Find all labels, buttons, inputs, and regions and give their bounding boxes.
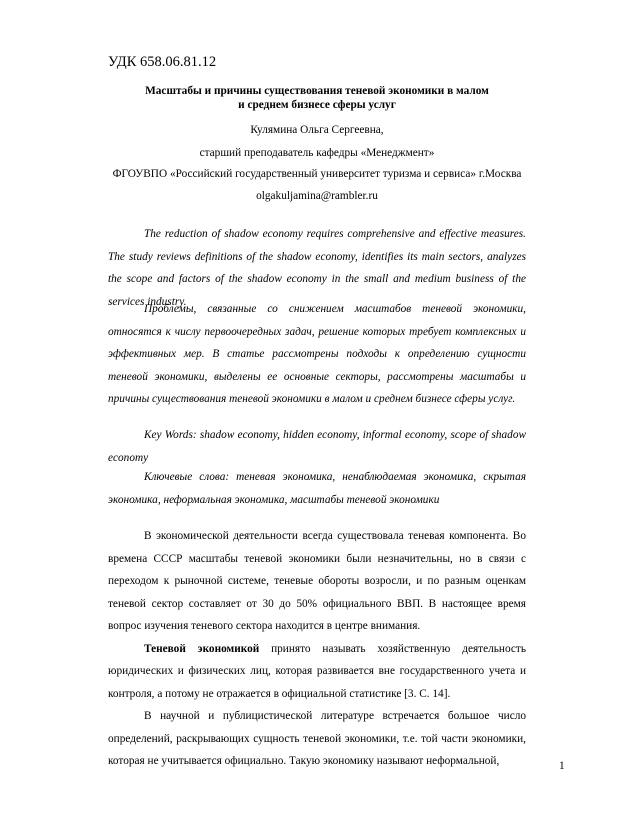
title-line-1: Масштабы и причины существования теневой экономики в малом <box>145 85 489 97</box>
title-line-2: и среднем бизнесе сферы услуг <box>238 99 396 111</box>
body-text <box>108 525 526 773</box>
term-shadow-economy: Теневой экономикой <box>144 642 260 655</box>
page-number: 1 <box>559 760 565 772</box>
body-paragraph-2: Теневой экономикой принято называть хозяйственную деятельность юридических и физических лиц, которая развивается вне государственного учета и контроля, а потому не отражается в официальной статистике [3. С. 14]. <box>108 642 526 700</box>
keywords-russian: Ключевые слова: теневая экономика, ненаблюдаемая экономика, скрытая экономика, неформальная экономика, масштабы теневой экономики <box>108 471 526 506</box>
paper-title <box>108 84 526 112</box>
author-name: Кулямина Ольга Сергеевна, <box>250 124 384 136</box>
author-position: старший преподаватель кафедры «Менеджмент» <box>199 147 435 159</box>
author-affiliation: ФГОУВПО «Российский государственный университет туризма и сервиса» г.Москва <box>112 168 522 180</box>
udc-code: УДК 658.06.81.12 <box>108 54 217 70</box>
keywords-english: Key Words: shadow economy, hidden economy, informal economy, scope of shadow economy <box>108 429 526 464</box>
body-paragraph-1: В экономической деятельности всегда существовала теневая компонента. Во времена СССР масштабы теневой экономики были незначительны, но в связи с переходом к рыночной системе, теневые обороты возросли, и по разным оценкам теневой сектор составляет от 30 до 50% официального ВВП. В настоящее время вопрос изучения теневого сектора находится в центре внимания. <box>108 530 526 632</box>
author-email: olgakuljamina@rambler.ru <box>256 190 378 202</box>
abstract-russian: Проблемы, связанные со снижением масштабов теневой экономики, относятся к числу первоочередных задач, решение которых требует комплексных и эффективных мер. В статье рассмотрены подходы к определению сущности теневой экономики, выделены ее основные секторы, рассмотрены масштабы и причины существования теневой экономики в малом и среднем бизнесе сферы услуг. <box>108 303 526 405</box>
abstract-english: The reduction of shadow economy requires comprehensive and effective measures. The study reviews definitions of the shadow economy, identifies its main sectors, analyzes the scope and factors of the shadow economy in the small and medium business of the services industry. <box>108 228 526 308</box>
body-paragraph-3: В научной и публицистической литературе встречается большое число определений, раскрывающих сущность теневой экономики, т.е. той части экономики, которая не учитывается официально. Такую экономику называют неформальной, <box>108 710 526 767</box>
